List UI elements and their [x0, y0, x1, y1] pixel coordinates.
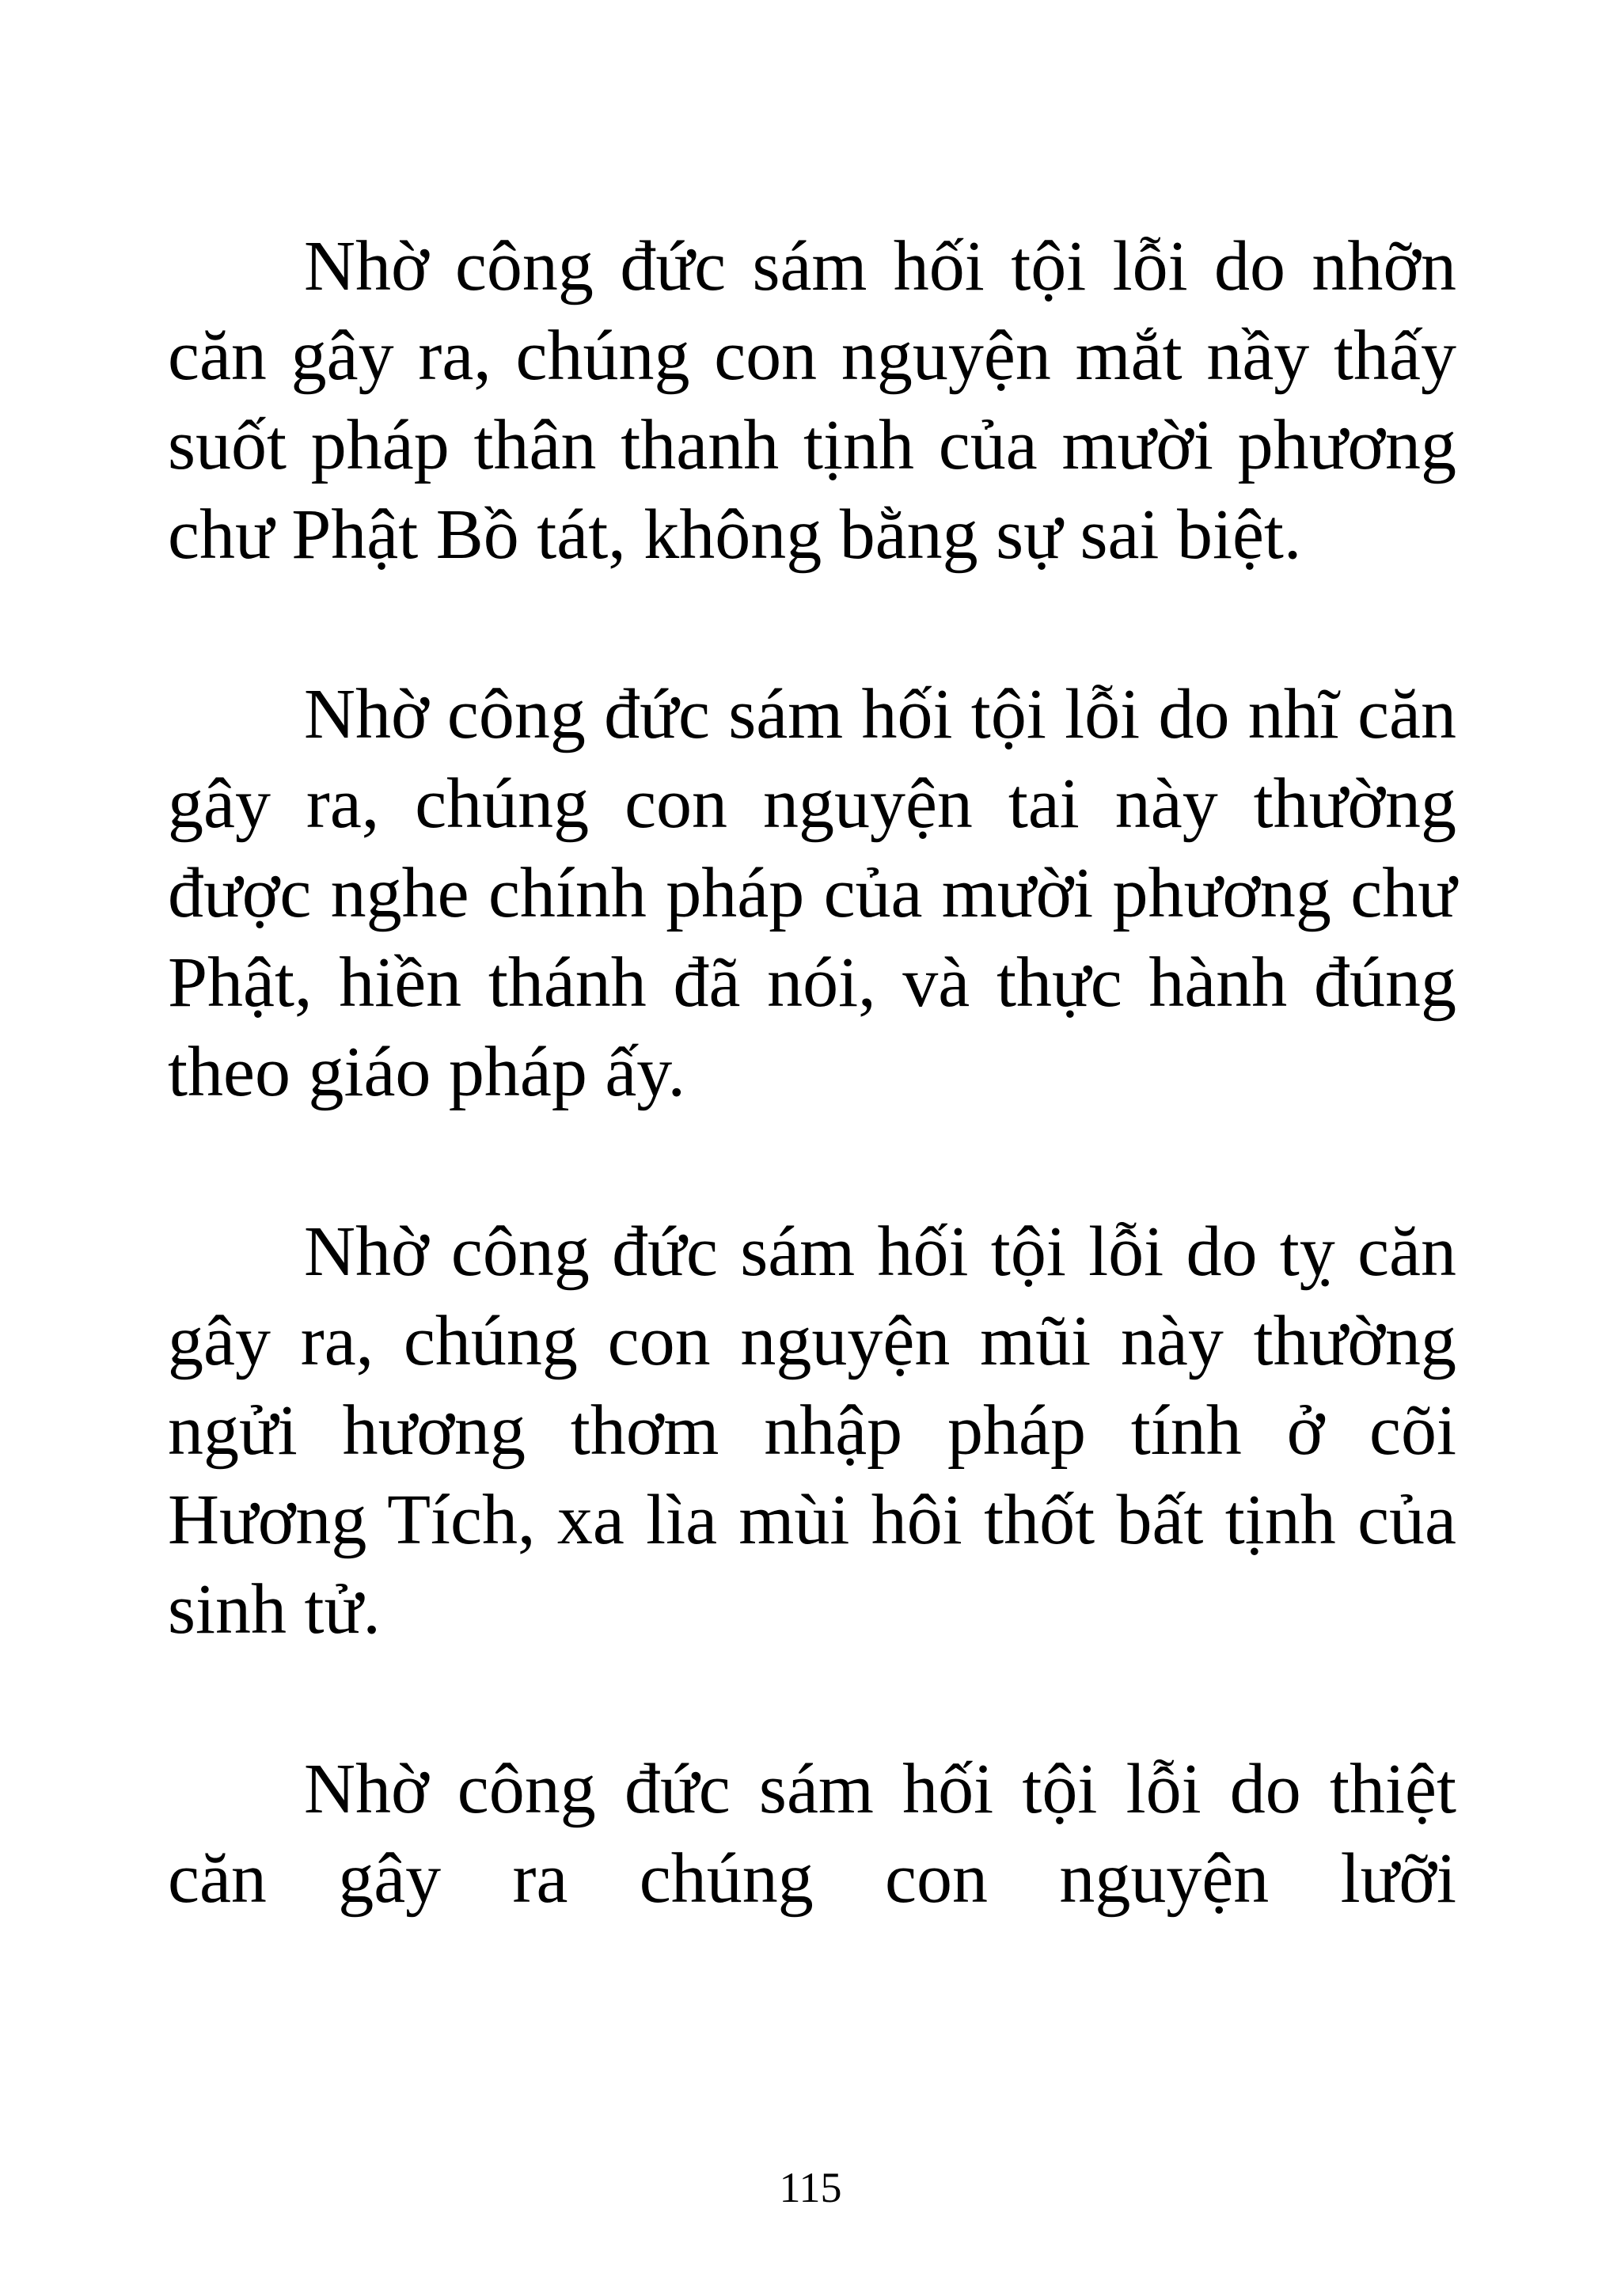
- body-text: [168, 222, 1456, 1923]
- paragraph-tongue-repentance: Nhờ công đức sám hối tội lỗi do thiệt căn gây ra chúng con nguyện lưỡi: [168, 1750, 1456, 1918]
- paragraph-eye-repentance: Nhờ công đức sám hối tội lỗi do nhỡn căn gây ra, chúng con nguyện mắt nầy thấy suốt pháp thân thanh tịnh của mười phương chư Phật Bồ tát, không bằng sự sai biệt.: [168, 227, 1456, 574]
- paragraph-ear-repentance: Nhờ công đức sám hối tội lỗi do nhĩ căn gây ra, chúng con nguyện tai này thường được nghe chính pháp của mười phương chư Phật, hiền thánh đã nói, và thực hành đúng theo giáo pháp ấy.: [168, 675, 1456, 1111]
- paragraph-nose-repentance: Nhờ công đức sám hối tội lỗi do tỵ căn gây ra, chúng con nguyện mũi này thường ngửi hương thơm nhập pháp tính ở cõi Hương Tích, xa lìa mùi hôi thốt bất tịnh của sinh tử.: [168, 1213, 1456, 1649]
- page-number: 115: [779, 2164, 842, 2211]
